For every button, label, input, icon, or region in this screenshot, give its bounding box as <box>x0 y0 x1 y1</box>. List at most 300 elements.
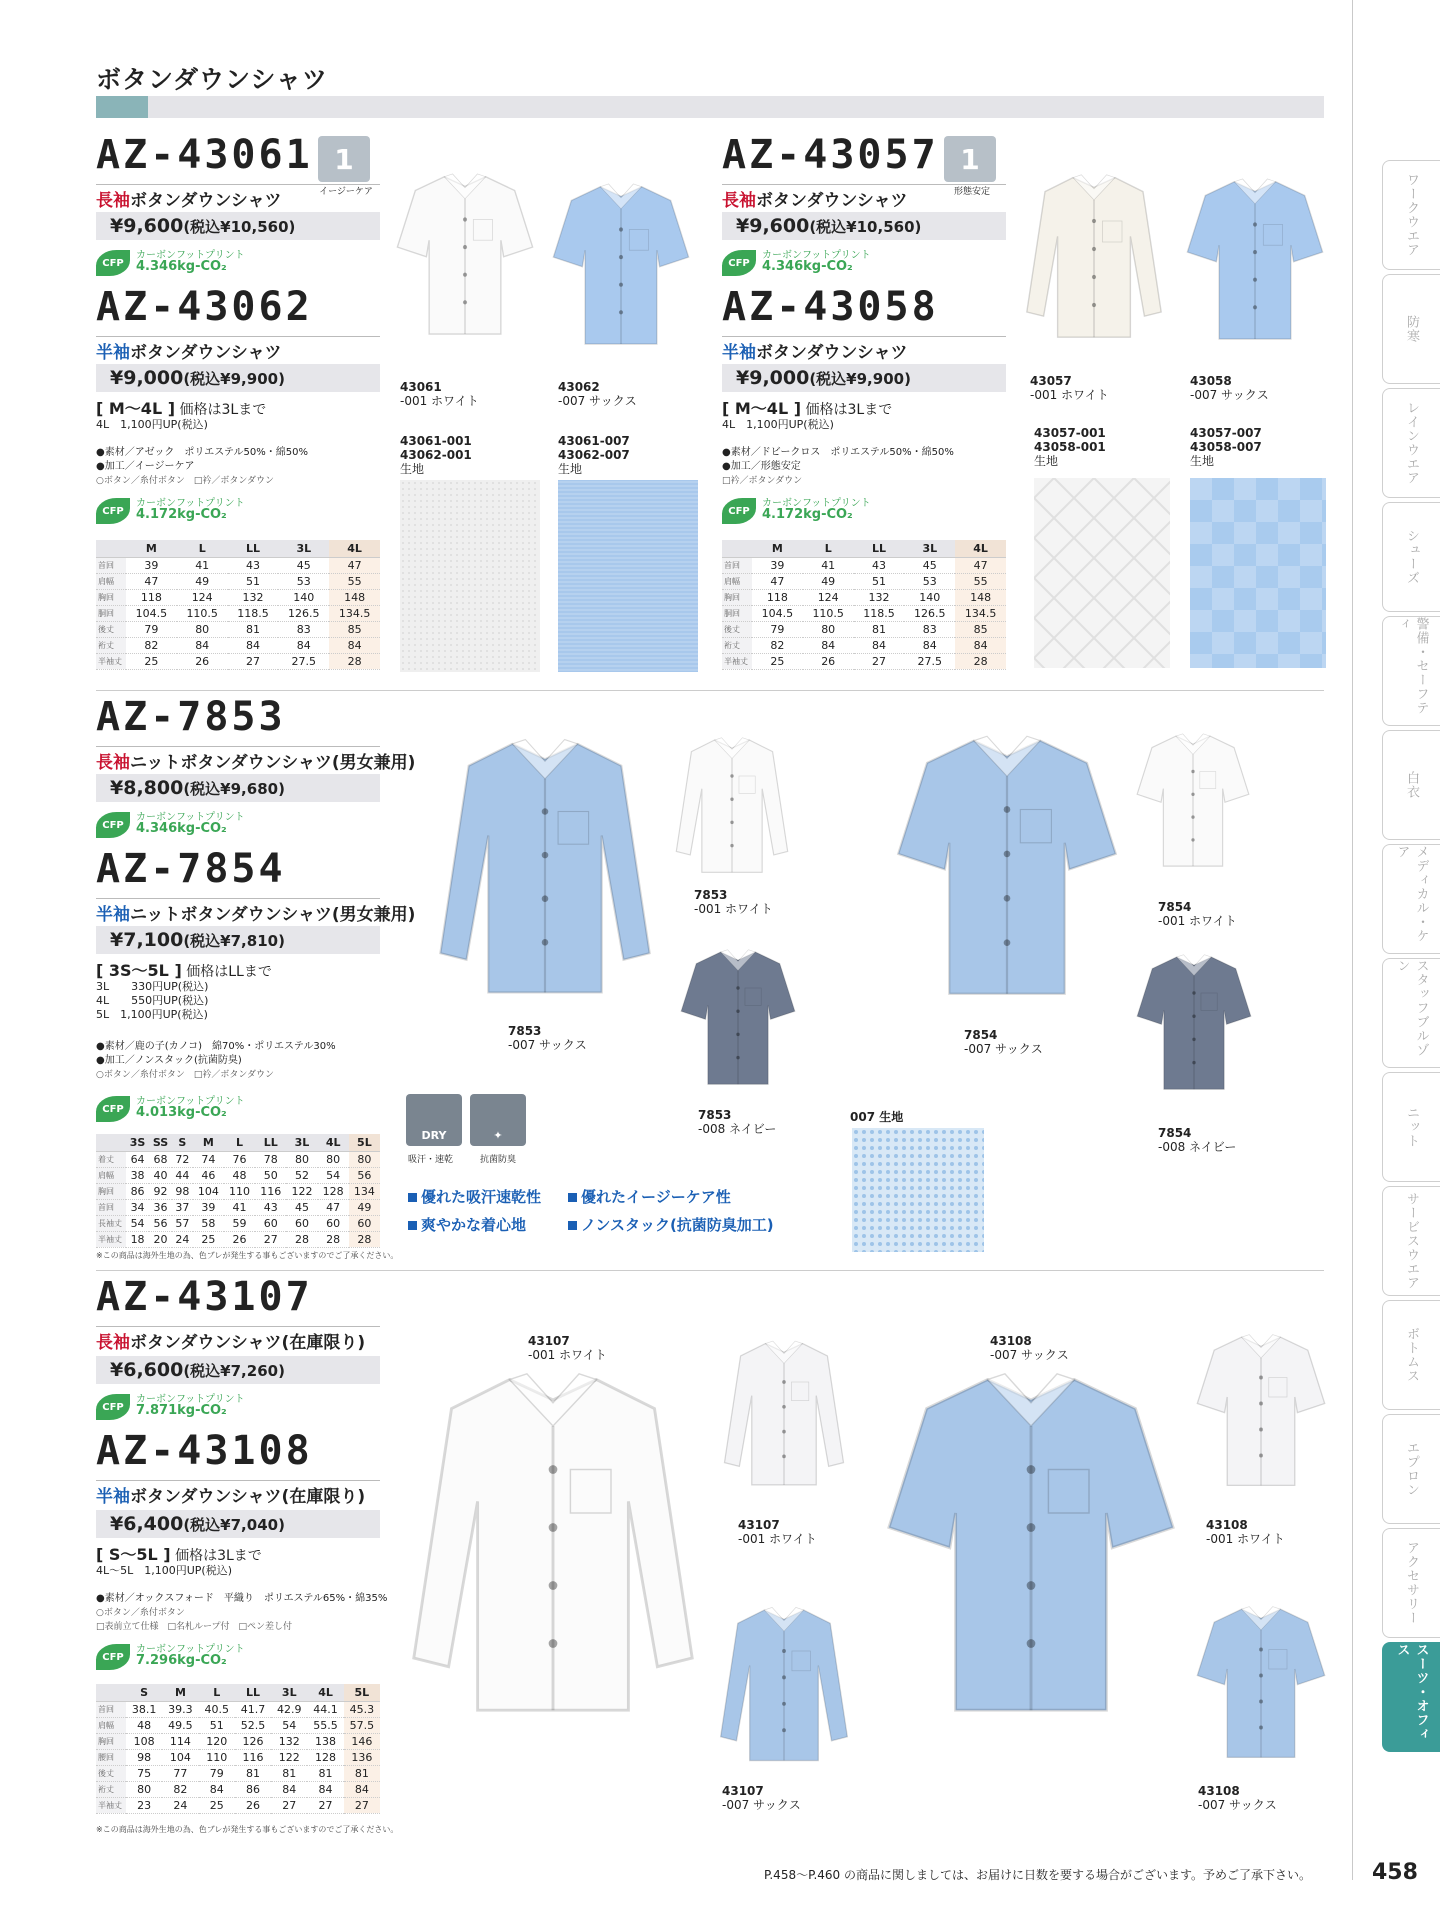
side-tab-staff[interactable]: スタッフブルゾン <box>1382 958 1440 1068</box>
size-cell: 146 <box>344 1733 380 1749</box>
price: ¥9,000(税込¥9,900) <box>722 364 1006 392</box>
size-cell: 37 <box>172 1199 193 1215</box>
size-cell: 134.5 <box>955 605 1006 621</box>
size-cell: 104 <box>162 1749 198 1765</box>
cfp-label: CFP カーボンフットプリント 4.346kg-CO₂ <box>96 808 246 842</box>
size-cell: 27 <box>307 1797 343 1813</box>
size-cell: 49 <box>803 573 854 589</box>
size-cell: 85 <box>329 621 380 637</box>
size-header: M <box>162 1684 198 1701</box>
size-cell: 胸回 <box>96 1183 126 1199</box>
fabric-caption: 43057-007 43058-007 生地 <box>1190 426 1262 468</box>
side-tab-cold[interactable]: 防寒 <box>1382 274 1440 384</box>
caption: 7853 -007 サックス <box>508 1024 587 1052</box>
size-range: [ S～5L ] 価格は3Lまで <box>96 1545 262 1564</box>
size-cell: 116 <box>235 1749 271 1765</box>
table-row <box>96 621 380 637</box>
table-row <box>96 1231 380 1247</box>
size-cell: 59 <box>224 1215 255 1231</box>
size-cell: 27 <box>255 1231 286 1247</box>
spec-list: ●素材／オックスフォード 平織り ポリエステル65%・綿35% ○ボタン／糸付ボタン □表前立て仕様 □名札ループ付 □ペン差し付 <box>96 1593 388 1632</box>
size-cell: 肩幅 <box>96 1167 126 1183</box>
code-rule <box>96 1480 380 1481</box>
code-rule <box>96 1326 380 1327</box>
footer-note: P.458～P.460 の商品に関しましては、お届けに日数を要する場合がございます。予めご了承下さい。 <box>764 1868 1312 1882</box>
header-accent <box>96 96 148 118</box>
size-cell: 裄丈 <box>96 637 126 653</box>
size-cell: 46 <box>193 1167 224 1183</box>
price: ¥9,600(税込¥10,560) <box>96 212 380 240</box>
size-cell: 84 <box>329 637 380 653</box>
size-cell: 81 <box>344 1765 380 1781</box>
size-cell: 57 <box>172 1215 193 1231</box>
size-cell: 86 <box>126 1183 149 1199</box>
size-cell: 134 <box>349 1183 380 1199</box>
caption: 7854 -008 ネイビー <box>1158 1126 1237 1154</box>
caption: 43062 -007 サックス <box>558 380 637 408</box>
fabric-caption: 43061-007 43062-007 生地 <box>558 434 630 476</box>
easy-care-badge: 1 イージーケア <box>318 136 374 196</box>
size-cell: 胴回 <box>722 605 752 621</box>
price: ¥9,600(税込¥10,560) <box>722 212 1006 240</box>
size-header: M <box>752 540 803 557</box>
product-code: AZ-43058 <box>722 284 939 330</box>
side-tab-accessory[interactable]: アクセサリー <box>1382 1528 1440 1638</box>
size-cell: 27.5 <box>904 653 955 669</box>
size-cell: 27.5 <box>278 653 329 669</box>
size-cell: 104.5 <box>752 605 803 621</box>
size-cell: 裄丈 <box>96 1781 126 1797</box>
size-cell: 首回 <box>722 557 752 573</box>
size-header: 3L <box>286 1134 317 1151</box>
side-tab-shoes[interactable]: シューズ <box>1382 502 1440 612</box>
size-cell: 47 <box>318 1199 349 1215</box>
size-cell: 132 <box>228 589 279 605</box>
size-cell: 80 <box>177 621 228 637</box>
header-bar <box>96 96 1324 118</box>
size-cell: 27 <box>344 1797 380 1813</box>
product-name: 半袖ボタンダウンシャツ(在庫限り) <box>96 1487 366 1507</box>
size-cell: 72 <box>172 1151 193 1167</box>
size-cell: 肩幅 <box>722 573 752 589</box>
size-header: 3L <box>271 1684 307 1701</box>
form-stable-icon: 1 <box>944 136 996 182</box>
size-cell: 58 <box>193 1215 224 1231</box>
size-range: [ M～4L ] 価格は3Lまで <box>96 399 267 418</box>
size-cell: 104 <box>193 1183 224 1199</box>
size-cell: 136 <box>344 1749 380 1765</box>
product-name: 長袖ボタンダウンシャツ <box>722 191 908 211</box>
table-row <box>96 1781 380 1797</box>
side-tab-medical[interactable]: メディカル・ケア <box>1382 844 1440 954</box>
size-cell: 39 <box>193 1199 224 1215</box>
size-cell: 41 <box>803 557 854 573</box>
size-cell: 84 <box>177 637 228 653</box>
size-cell: 74 <box>193 1151 224 1167</box>
size-cell: 胸回 <box>96 1733 126 1749</box>
size-cell: 45 <box>286 1199 317 1215</box>
size-table <box>722 540 1006 670</box>
size-cell: 25 <box>752 653 803 669</box>
side-tab-work[interactable]: ワークウエア <box>1382 160 1440 270</box>
size-cell: 140 <box>278 589 329 605</box>
caption: 43108 -007 サックス <box>1198 1784 1277 1812</box>
fabric-swatch-sax <box>558 480 698 672</box>
size-cell: 110 <box>199 1749 235 1765</box>
size-cell: 118.5 <box>854 605 905 621</box>
size-cell: 126 <box>235 1733 271 1749</box>
caption: 7853 -001 ホワイト <box>694 888 773 916</box>
size-cell: 54 <box>271 1717 307 1733</box>
size-range: [ 3S～5L ] 価格はLLまで <box>96 961 272 980</box>
table-row <box>96 1199 380 1215</box>
size-cell: 20 <box>149 1231 172 1247</box>
fabric-caption: 007 生地 <box>850 1110 904 1124</box>
shirt-image-white <box>1136 724 1250 876</box>
fabric-caption: 43061-001 43062-001 生地 <box>400 434 472 476</box>
shirt-image-white <box>722 1314 846 1512</box>
size-cell: 60 <box>349 1215 380 1231</box>
size-cell: 84 <box>344 1781 380 1797</box>
size-cell: 26 <box>177 653 228 669</box>
size-cell: 108 <box>126 1733 162 1749</box>
table-note: ※この商品は海外生地の為、色ブレが発生する事もございますのでご了承ください。 <box>96 1825 399 1834</box>
size-cell: 84 <box>904 637 955 653</box>
size-cell: 64 <box>126 1151 149 1167</box>
antibacterial-icon: ✦ <box>470 1094 526 1146</box>
table-row <box>96 1215 380 1231</box>
size-cell: 85 <box>955 621 1006 637</box>
size-cell: 25 <box>193 1231 224 1247</box>
size-cell: 39 <box>752 557 803 573</box>
size-cell: 86 <box>235 1781 271 1797</box>
table-row <box>96 637 380 653</box>
size-cell: 24 <box>172 1231 193 1247</box>
caption: 7854 -007 サックス <box>964 1028 1043 1056</box>
size-header <box>96 540 126 557</box>
size-cell: 84 <box>271 1781 307 1797</box>
side-tab-bottoms[interactable]: ボトムス <box>1382 1300 1440 1410</box>
size-cell: 28 <box>286 1231 317 1247</box>
size-header: L <box>803 540 854 557</box>
table-row <box>96 1749 380 1765</box>
cfp-label: CFP カーボンフットプリント 4.346kg-CO₂ <box>722 246 872 280</box>
size-header: M <box>126 540 177 557</box>
size-header: LL <box>854 540 905 557</box>
size-cell: 110.5 <box>803 605 854 621</box>
size-cell: 134.5 <box>329 605 380 621</box>
size-cell: 28 <box>955 653 1006 669</box>
size-cell: 40.5 <box>199 1701 235 1717</box>
feature-icon-label: 吸汗・速乾 <box>408 1155 454 1165</box>
size-header: SS <box>149 1134 172 1151</box>
size-cell: 82 <box>126 637 177 653</box>
size-cell: 126.5 <box>904 605 955 621</box>
shirt-image-white <box>408 1368 698 1716</box>
easy-care-icon: 1 <box>318 136 370 182</box>
size-cell: 肩幅 <box>96 1717 126 1733</box>
caption: 43107 -001 ホワイト <box>528 1334 607 1362</box>
size-cell: 55 <box>329 573 380 589</box>
fabric-swatch-sax <box>1190 478 1326 668</box>
size-cell: 56 <box>149 1215 172 1231</box>
table-row <box>722 637 1006 653</box>
size-cell: 118 <box>126 589 177 605</box>
feature-item: ノンスタック(抗菌防臭加工) <box>568 1214 774 1235</box>
size-cell: 126.5 <box>278 605 329 621</box>
table-row <box>96 1765 380 1781</box>
size-cell: 着丈 <box>96 1151 126 1167</box>
cfp-leaf-icon: CFP <box>96 812 130 838</box>
table-row <box>96 1167 380 1183</box>
size-cell: 80 <box>126 1781 162 1797</box>
size-cell: 77 <box>162 1765 198 1781</box>
size-cell: 26 <box>235 1797 271 1813</box>
size-cell: 84 <box>307 1781 343 1797</box>
size-cell: 肩幅 <box>96 573 126 589</box>
size-header <box>96 1684 126 1701</box>
product-name: 長袖ボタンダウンシャツ <box>96 191 282 211</box>
product-code: AZ-7853 <box>96 694 286 740</box>
size-cell: 43 <box>854 557 905 573</box>
size-header: 4L <box>329 540 380 557</box>
size-cell: 49.5 <box>162 1717 198 1733</box>
size-header: 4L <box>318 1134 349 1151</box>
table-row <box>96 605 380 621</box>
table-row <box>722 589 1006 605</box>
size-cell: 128 <box>318 1183 349 1199</box>
product-code: AZ-43062 <box>96 284 313 330</box>
table-row <box>96 1183 380 1199</box>
price: ¥7,100(税込¥7,810) <box>96 926 380 954</box>
cfp-label: CFP カーボンフットプリント 4.172kg-CO₂ <box>96 494 246 528</box>
size-table <box>96 1684 380 1814</box>
size-cell: 胸回 <box>722 589 752 605</box>
table-row <box>96 1797 380 1813</box>
size-header: M <box>193 1134 224 1151</box>
code-rule <box>96 746 380 747</box>
caption: 43108 -007 サックス <box>990 1334 1069 1362</box>
shirt-image-sax <box>552 148 690 380</box>
size-cell: 36 <box>149 1199 172 1215</box>
cfp-label: CFP カーボンフットプリント 7.296kg-CO₂ <box>96 1640 246 1674</box>
size-header <box>722 540 752 557</box>
size-surcharge: 3L 330円UP(税込) 4L 550円UP(税込) 5L 1,100円UP(税込) <box>96 980 209 1021</box>
size-header: 4L <box>307 1684 343 1701</box>
bullet-icon <box>408 1221 417 1230</box>
size-cell: 胸回 <box>96 589 126 605</box>
shirt-image-white <box>674 726 790 884</box>
table-row <box>722 605 1006 621</box>
size-cell: 49 <box>177 573 228 589</box>
size-cell: 48 <box>224 1167 255 1183</box>
size-cell: 27 <box>228 653 279 669</box>
size-cell: 124 <box>803 589 854 605</box>
table-row <box>96 573 380 589</box>
size-table <box>96 540 380 670</box>
bullet-icon <box>408 1193 417 1202</box>
size-cell: 81 <box>854 621 905 637</box>
size-cell: 128 <box>307 1749 343 1765</box>
cfp-leaf-icon: CFP <box>96 1394 130 1420</box>
side-tab-rain[interactable]: レインウエア <box>1382 388 1440 498</box>
spec-list: ●素材／鹿の子(カノコ) 綿70%・ポリエステル30% ●加工／ノンスタック(抗菌防臭) ○ボタン／糸付ボタン □衿／ボタンダウン <box>96 1041 336 1080</box>
table-row <box>722 621 1006 637</box>
size-header: 5L <box>349 1134 380 1151</box>
price: ¥6,400(税込¥7,040) <box>96 1510 380 1538</box>
size-cell: 44.1 <box>307 1701 343 1717</box>
size-cell: 114 <box>162 1733 198 1749</box>
size-cell: 半袖丈 <box>96 1231 126 1247</box>
cfp-leaf-icon: CFP <box>722 498 756 524</box>
table-row <box>96 557 380 573</box>
shirt-image-sax <box>1186 144 1324 374</box>
size-cell: 41 <box>224 1199 255 1215</box>
side-tab-office[interactable]: スーツ・オフィス <box>1382 1642 1440 1752</box>
table-row <box>96 1701 380 1717</box>
size-header: 3L <box>278 540 329 557</box>
size-cell: 124 <box>177 589 228 605</box>
size-header: L <box>177 540 228 557</box>
size-header: S <box>126 1684 162 1701</box>
size-cell: 80 <box>803 621 854 637</box>
table-note: ※この商品は海外生地の為、色ブレが発生する事もございますのでご了承ください。 <box>96 1251 399 1260</box>
product-code: AZ-43107 <box>96 1274 313 1320</box>
side-tab-whitecoat[interactable]: 白衣 <box>1382 730 1440 840</box>
cfp-leaf-icon: CFP <box>722 250 756 276</box>
size-cell: 80 <box>349 1151 380 1167</box>
size-cell: 49 <box>349 1199 380 1215</box>
side-tab-service[interactable]: サービスウエア <box>1382 1186 1440 1296</box>
size-cell: 腰回 <box>96 1749 126 1765</box>
size-cell: 116 <box>255 1183 286 1199</box>
size-cell: 122 <box>286 1183 317 1199</box>
size-cell: 28 <box>318 1231 349 1247</box>
size-cell: 後丈 <box>722 621 752 637</box>
size-cell: 41 <box>177 557 228 573</box>
size-cell: 55.5 <box>307 1717 343 1733</box>
size-cell: 54 <box>318 1167 349 1183</box>
page-number: 458 <box>1372 1860 1418 1885</box>
size-cell: 118 <box>752 589 803 605</box>
size-cell: 25 <box>126 653 177 669</box>
size-cell: 26 <box>224 1231 255 1247</box>
size-cell: 78 <box>255 1151 286 1167</box>
size-cell: 42.9 <box>271 1701 307 1717</box>
size-cell: 138 <box>307 1733 343 1749</box>
cfp-leaf-icon: CFP <box>96 498 130 524</box>
size-cell: 132 <box>854 589 905 605</box>
price: ¥6,600(税込¥7,260) <box>96 1356 380 1384</box>
caption: 43108 -001 ホワイト <box>1206 1518 1285 1546</box>
size-cell: 25 <box>199 1797 235 1813</box>
size-cell: 81 <box>228 621 279 637</box>
size-cell: 47 <box>126 573 177 589</box>
caption: 43058 -007 サックス <box>1190 374 1269 402</box>
size-cell: 43 <box>228 557 279 573</box>
size-cell: 53 <box>904 573 955 589</box>
table-row <box>96 1151 380 1167</box>
size-cell: 56 <box>349 1167 380 1183</box>
section-divider <box>96 1270 1324 1271</box>
side-tab-safety[interactable]: 警備・セーフティ <box>1382 616 1440 726</box>
size-cell: 81 <box>307 1765 343 1781</box>
product-name: 長袖ニットボタンダウンシャツ(男女兼用) <box>96 753 416 773</box>
size-cell: 41.7 <box>235 1701 271 1717</box>
shirt-image-sax <box>718 1584 850 1784</box>
size-header: 3S <box>126 1134 149 1151</box>
size-header: S <box>172 1134 193 1151</box>
shirt-image-sax <box>436 718 654 1014</box>
side-tab-knit[interactable]: ニット <box>1382 1072 1440 1182</box>
size-cell: 98 <box>172 1183 193 1199</box>
code-rule <box>722 336 1006 337</box>
table-row <box>722 653 1006 669</box>
caption: 43107 -001 ホワイト <box>738 1518 817 1546</box>
size-cell: 57.5 <box>344 1717 380 1733</box>
feature-item: 優れた吸汗速乾性 <box>408 1186 541 1207</box>
table-row <box>96 1717 380 1733</box>
shirt-image-navy <box>680 942 796 1092</box>
product-code: AZ-43061 <box>96 132 313 178</box>
size-cell: 80 <box>318 1151 349 1167</box>
size-cell: 84 <box>278 637 329 653</box>
size-header: L <box>224 1134 255 1151</box>
shirt-image-sax <box>866 1368 1196 1716</box>
size-header: 3L <box>904 540 955 557</box>
size-cell: 84 <box>803 637 854 653</box>
size-cell: 52 <box>286 1167 317 1183</box>
cfp-leaf-icon: CFP <box>96 1096 130 1122</box>
size-cell: 82 <box>752 637 803 653</box>
table-row <box>722 573 1006 589</box>
code-rule <box>96 898 380 899</box>
fabric-caption: 43057-001 43058-001 生地 <box>1034 426 1106 468</box>
price: ¥9,000(税込¥9,900) <box>96 364 380 392</box>
size-cell: 48 <box>126 1717 162 1733</box>
size-cell: 148 <box>955 589 1006 605</box>
size-cell: 132 <box>271 1733 307 1749</box>
size-cell: 104.5 <box>126 605 177 621</box>
size-cell: 38.1 <box>126 1701 162 1717</box>
size-table <box>96 1134 380 1248</box>
size-cell: 首回 <box>96 1199 126 1215</box>
fabric-swatch-knit <box>852 1128 984 1252</box>
size-cell: 80 <box>286 1151 317 1167</box>
table-row <box>96 589 380 605</box>
size-cell: 110.5 <box>177 605 228 621</box>
size-cell: 半袖丈 <box>96 1797 126 1813</box>
size-cell: 39 <box>126 557 177 573</box>
size-cell: 54 <box>126 1215 149 1231</box>
fabric-swatch-white <box>400 480 540 672</box>
size-cell: 148 <box>329 589 380 605</box>
feature-icon-label: 抗菌防臭 <box>480 1155 517 1165</box>
size-cell: 60 <box>255 1215 286 1231</box>
size-cell: 110 <box>224 1183 255 1199</box>
size-cell: 52.5 <box>235 1717 271 1733</box>
quick-dry-icon: DRY <box>406 1094 462 1146</box>
size-cell: 裄丈 <box>722 637 752 653</box>
size-surcharge: 4L～5L 1,100円UP(税込) <box>96 1564 233 1577</box>
side-tab-apron[interactable]: エプロン <box>1382 1414 1440 1524</box>
size-cell: 60 <box>286 1215 317 1231</box>
size-cell: 98 <box>126 1749 162 1765</box>
size-cell: 51 <box>228 573 279 589</box>
size-cell: 39.3 <box>162 1701 198 1717</box>
size-cell: 45.3 <box>344 1701 380 1717</box>
size-cell: 首回 <box>96 1701 126 1717</box>
